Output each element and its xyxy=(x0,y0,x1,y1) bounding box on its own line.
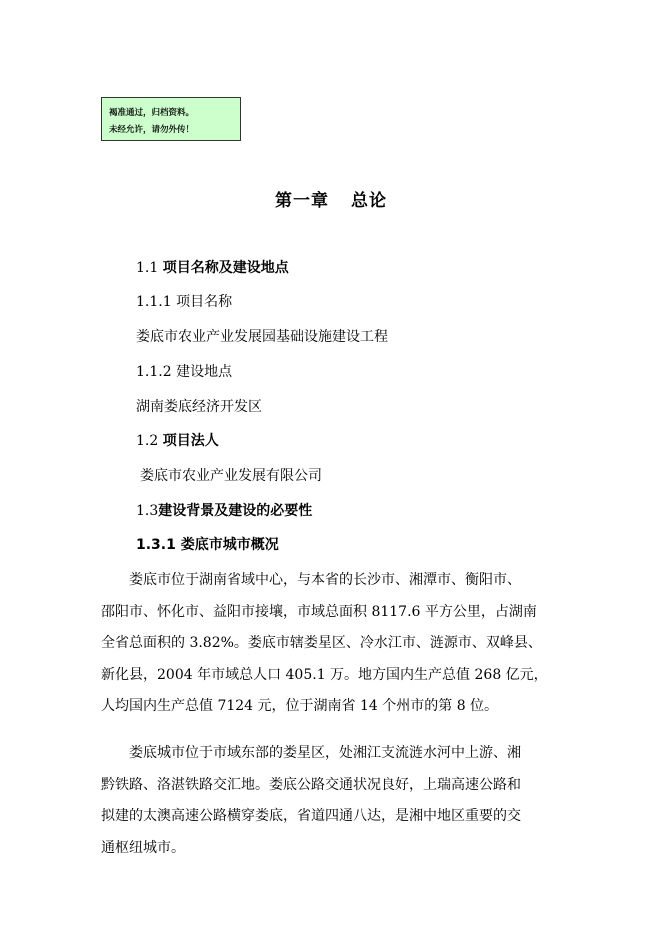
paragraph-line: 黔铁路、洛湛铁路交汇地。娄底公路交通状况良好，上瑞高速公路和 xyxy=(101,776,521,793)
project-location: 湖南娄底经济开发区 xyxy=(136,399,262,415)
section-1-3-1-heading: 1.3.1 娄底市城市概况 xyxy=(136,537,279,553)
notice-line-1: 褐准通过，归档资料。 xyxy=(109,108,195,118)
paragraph-city-overview xyxy=(101,565,581,723)
chapter-heading xyxy=(0,186,662,211)
section-1-3-heading xyxy=(136,501,312,521)
paragraph-line: 新化县，2004 年市域总人口 405.1 万。地方国内生产总值 268 亿元， xyxy=(101,666,548,683)
chapter-number: 第一章 xyxy=(275,191,329,211)
paragraph-line: 拟建的太澳高速公路横穿娄底，省道四通八达，是湘中地区重要的交 xyxy=(101,808,521,825)
paragraph-city-location xyxy=(101,738,581,864)
section-1-1-number: 1.1 xyxy=(136,260,159,276)
paragraph-line: 娄底城市位于市域东部的娄星区，处湘江支流涟水河中上游、湘 xyxy=(129,745,521,761)
section-1-1-title: 项目名称及建设地点 xyxy=(162,260,289,276)
section-1-2-heading xyxy=(136,431,219,451)
section-1-3-title: 建设背景及建设的必要性 xyxy=(158,503,313,519)
section-1-1-heading xyxy=(136,258,289,278)
section-1-2-number: 1.2 xyxy=(136,433,159,449)
project-name: 娄底市农业产业发展园基础设施建设工程 xyxy=(136,329,388,345)
paragraph-line: 通枢纽城市。 xyxy=(101,839,185,856)
confidential-notice-box xyxy=(101,97,241,141)
chapter-title: 总论 xyxy=(351,191,387,211)
paragraph-line: 人均国内生产总值 7124 元，位于湖南省 14 个州市的第 8 位。 xyxy=(101,698,499,715)
notice-line-2: 未经允许，请勿外传！ xyxy=(109,125,195,135)
legal-person: 娄底市农业产业发展有限公司 xyxy=(140,468,322,484)
section-1-3-number: 1.3 xyxy=(136,503,159,519)
section-1-2-title: 项目法人 xyxy=(162,433,219,449)
section-1-1-2-heading: 1.1.2 建设地点 xyxy=(136,364,233,380)
paragraph-line: 全省总面积的 3.82%。娄底市辖娄星区、冷水江市、涟源市、双峰县、 xyxy=(101,635,542,652)
paragraph-line: 邵阳市、怀化市、益阳市接壤，市域总面积 8117.6 平方公里，占湖南 xyxy=(101,603,537,620)
section-1-1-1-heading: 1.1.1 项目名称 xyxy=(136,294,233,310)
paragraph-line: 娄底市位于湖南省域中心，与本省的长沙市、湘潭市、衡阳市、 xyxy=(129,572,521,588)
